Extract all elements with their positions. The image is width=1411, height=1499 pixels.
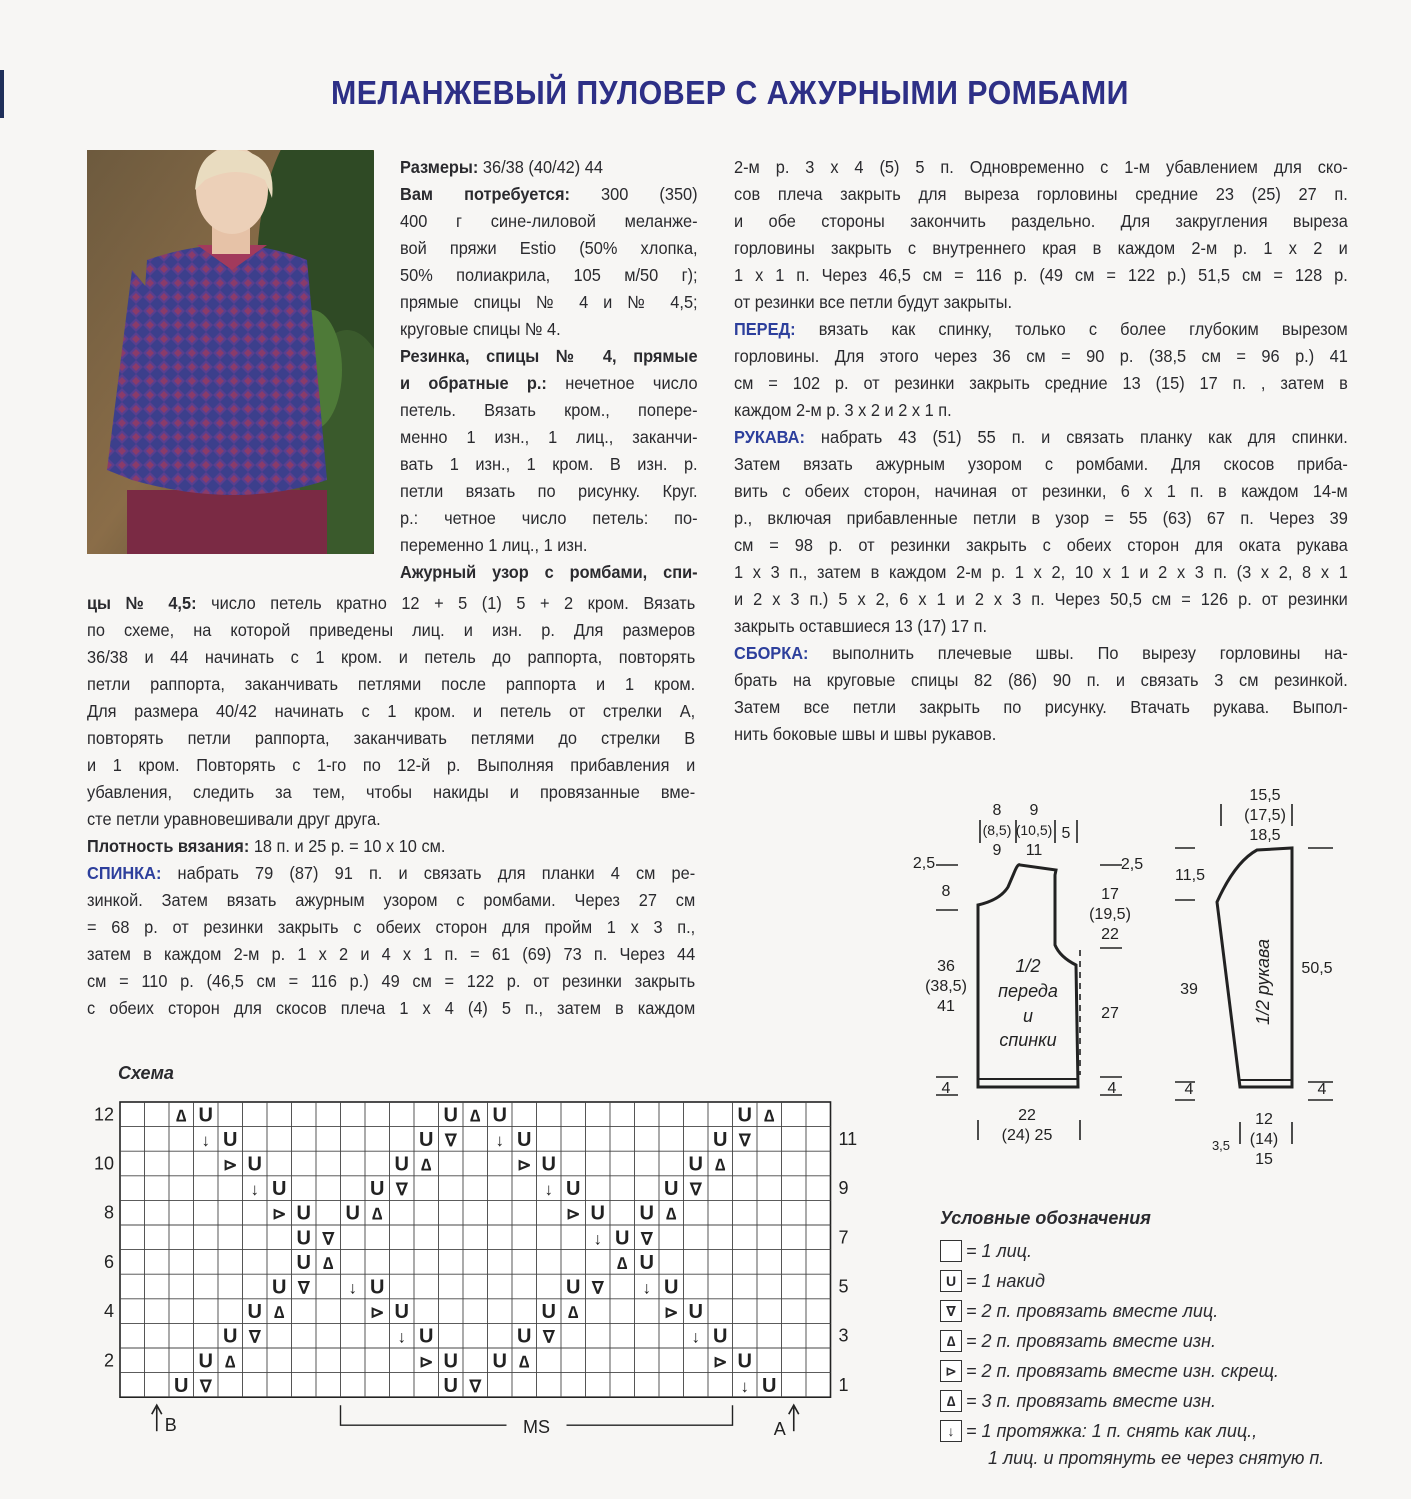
lace-label: цы № 4,5:	[87, 593, 197, 613]
body-left-3c: 41	[937, 998, 955, 1015]
assembly-text: Затем все петли закрыть по рисунку. Втачать рукава. Выпол-	[734, 697, 1348, 717]
chart-row-label: 10	[93, 1153, 114, 1174]
p3tog-symbol-icon: ∆	[940, 1390, 962, 1412]
chart-cell-k2tog: ∇	[641, 1229, 653, 1249]
chart-cell-U: U	[688, 1301, 703, 1324]
chart-cell-U: U	[419, 1325, 434, 1348]
lace-text: повторять петли раппорта, заканчивать петлями до стрелки В	[87, 728, 696, 748]
body-left-1: 2,5	[912, 855, 936, 872]
chart-cell-U: U	[737, 1104, 752, 1127]
chart-cell-p2tog: ∆	[225, 1352, 236, 1372]
chart-cell-U: U	[541, 1153, 556, 1176]
p2tog-symbol-icon: ∆	[940, 1330, 962, 1352]
body-left-2: 8	[941, 883, 951, 900]
sleeves-text: и 2 х 3 п.) 5 х 2, 6 х 1 и 2 х 3 п. Через 50,5 см = 126 р. от резинки	[734, 589, 1348, 609]
needs-text: вой пряжи Estio (50% хлопка,	[400, 238, 698, 258]
chart-cell-p3tog: ∆	[323, 1253, 334, 1273]
ms-bracket-left	[341, 1405, 507, 1425]
chart-cell-U: U	[223, 1325, 238, 1348]
chart-cell-p2tog_tbl: ⊳	[664, 1303, 679, 1323]
column-middle	[400, 154, 698, 586]
assembly-text: нить боковые швы и швы рукавов.	[734, 724, 997, 744]
back-text-cont: сов плеча закрыть для выреза горловины средние 23 (25) 27 п.	[734, 184, 1348, 204]
legend-row-yarn-over	[940, 1270, 1045, 1292]
chart-cell-U: U	[492, 1350, 507, 1373]
body-schematic	[900, 795, 1160, 1150]
legend-last-cont: 1 лиц. и протянуть ее через снятую п.	[988, 1448, 1325, 1468]
chart-row-label: 11	[838, 1128, 858, 1149]
chart-cell-U: U	[443, 1350, 458, 1373]
chart-cell-pull: ↓	[348, 1278, 357, 1298]
chart-cell-U: U	[223, 1128, 238, 1151]
chart-cell-U: U	[639, 1251, 654, 1274]
sleeve-top-a: 15,5	[1249, 787, 1281, 804]
rib-text: петель. Вязать кром., попере-	[400, 400, 698, 420]
chart-row-label: 12	[93, 1104, 114, 1125]
chart-cell-pull: ↓	[397, 1327, 406, 1347]
chart-cell-k2tog: ∇	[739, 1130, 751, 1150]
knit-symbol-icon	[940, 1240, 962, 1262]
label-a: A	[773, 1419, 786, 1440]
chart-cell-U: U	[272, 1178, 287, 1201]
legend-text: = 2 п. провязать вместе изн. скрещ.	[966, 1360, 1279, 1381]
chart-cell-U: U	[639, 1202, 654, 1225]
chart-cell-k2tog: ∇	[298, 1278, 310, 1298]
chart-row-label: 1	[838, 1374, 849, 1395]
rib-text: р.: четное число петель: по-	[400, 508, 698, 528]
body-right-4: 4	[1107, 1080, 1117, 1097]
body-label-2: переда	[998, 981, 1058, 1001]
left-edge-mark	[0, 70, 4, 118]
body-top-a2: (8,5)	[982, 822, 1012, 838]
legend-title: Условные обозначения	[940, 1208, 1151, 1228]
rib-label: и обратные р.:	[400, 373, 547, 393]
chart-cell-U: U	[688, 1153, 703, 1176]
chart-cell-U: U	[198, 1104, 213, 1127]
chart-cell-U: U	[247, 1301, 262, 1324]
chart-cell-U: U	[296, 1251, 311, 1274]
chart-cell-p2tog: ∆	[666, 1204, 677, 1224]
needs-text: 50% полиакрила, 105 м/50 г);	[400, 265, 698, 285]
chart-cell-p2tog_tbl: ⊳	[713, 1352, 728, 1372]
sleeve-bottom-side: 3,5	[1211, 1138, 1231, 1153]
body-top-c: 5	[1061, 825, 1071, 842]
body-label-1: 1/2	[1015, 956, 1041, 976]
body-top-b2: (10,5)	[1015, 822, 1053, 838]
chart-cell-p2tog: ∆	[274, 1303, 285, 1323]
lace-text: по схеме, на которой приведены лиц. и изн. р. Для размеров	[87, 620, 696, 640]
chart-cell-k2tog: ∇	[396, 1180, 408, 1200]
page-title: МЕЛАНЖЕВЫЙ ПУЛОВЕР С АЖУРНЫМИ РОМБАМИ	[331, 74, 1129, 111]
sleeve-right-1: 50,5	[1301, 960, 1333, 977]
sleeve-top-b: (17,5)	[1244, 807, 1286, 824]
gauge-label: Плотность вязания:	[87, 836, 250, 856]
rib-text: переменно 1 лиц., 1 изн.	[400, 535, 588, 555]
assembly-text: брать на круговые спицы 82 (86) 90 п. и связать 3 см резинкой.	[734, 670, 1348, 690]
body-bottom-b: (24) 25	[1001, 1127, 1053, 1144]
rib-text: вать 1 изн., 1 кром. В изн. р.	[400, 454, 698, 474]
needs-text: 400 г сине-лиловой меланже-	[400, 211, 698, 231]
chart-cell-U: U	[713, 1128, 728, 1151]
chart-title: Схема	[118, 1063, 174, 1083]
lace-text: и 1 кром. Повторять с 1-го по 12-й р. Выполняя прибавления и	[87, 755, 696, 775]
body-label-3: и	[1022, 1006, 1034, 1026]
chart-cell-p2tog_tbl: ⊳	[419, 1352, 434, 1372]
front-text: каждом 2-м р. 3 х 2 и 2 х 1 п.	[734, 400, 952, 420]
sleeve-left-3: 4	[1184, 1081, 1194, 1098]
rib-text: петли вязать по рисунку. Круг.	[400, 481, 698, 501]
back-text: набрать 79 (87) 91 п. и связать для планки 4 см ре-	[161, 863, 696, 883]
chart-cell-p2tog: ∆	[372, 1204, 383, 1224]
chart-row-label: 7	[838, 1227, 849, 1248]
chart-cell-U: U	[517, 1128, 532, 1151]
legend-row-p2tog-tbl	[940, 1360, 1279, 1382]
body-top-b: 9	[1029, 802, 1039, 819]
legend-text: = 2 п. провязать вместе лиц.	[966, 1300, 1219, 1321]
legend-row-p2tog	[940, 1330, 1216, 1352]
front-text: вязать как спинку, только с более глубоким вырезом	[795, 319, 1348, 339]
needs-text: 300 (350)	[570, 184, 698, 204]
chart-row-label: 9	[838, 1178, 849, 1199]
chart-cell-p2tog_tbl: ⊳	[566, 1204, 581, 1224]
chart-cell-U: U	[296, 1227, 311, 1250]
body-left-4: 4	[941, 1080, 951, 1097]
chart-cell-p2tog_tbl: ⊳	[272, 1204, 287, 1224]
chart-cell-pull: ↓	[642, 1278, 651, 1298]
chart-cell-U: U	[174, 1374, 189, 1397]
chart-cell-p2tog_tbl: ⊳	[517, 1155, 532, 1175]
chart-row-label: 8	[103, 1202, 114, 1223]
body-right-1: 2,5	[1120, 856, 1144, 873]
chart-cell-k2tog: ∇	[543, 1327, 555, 1347]
column-right	[734, 154, 1348, 748]
front-text: горловины. Для этого через 36 см = 90 р. (38,5 см = 96 р.) 41	[734, 346, 1348, 366]
chart-cell-U: U	[247, 1153, 262, 1176]
chart-cell-p3tog: ∆	[176, 1106, 187, 1126]
slip-pull-symbol-icon: ↓	[940, 1420, 962, 1442]
needs-label: Вам потребуется:	[400, 184, 571, 204]
gauge-value: 18 п. и 25 р. = 10 х 10 см.	[249, 836, 446, 856]
chart-cell-U: U	[615, 1227, 630, 1250]
legend-text: = 1 протяжка: 1 п. снять как лиц.,	[966, 1420, 1258, 1441]
chart-cell-U: U	[370, 1178, 385, 1201]
rib-label: Резинка, спицы № 4, прямые	[400, 346, 698, 366]
sleeve-left-2: 39	[1180, 981, 1198, 998]
chart-cell-k2tog: ∇	[445, 1130, 457, 1150]
chart-cell-k2tog: ∇	[322, 1229, 334, 1249]
chart-cell-p2tog_tbl: ⊳	[223, 1155, 238, 1175]
k2tog-symbol-icon: ∇	[940, 1300, 962, 1322]
chart-cell-U: U	[198, 1350, 213, 1373]
body-label-4: спинки	[999, 1030, 1057, 1050]
chart-row-label: 4	[103, 1301, 114, 1322]
sleeves-label: РУКАВА:	[734, 427, 805, 447]
sleeves-text: см = 98 р. от резинки закрыть с обеих сторон для оката рукава	[734, 535, 1348, 555]
chart-cell-k2tog: ∇	[469, 1376, 481, 1396]
back-text-cont: от резинки все петли будут закрыты.	[734, 292, 1013, 312]
chart-cell-U: U	[664, 1276, 679, 1299]
chart-cell-U: U	[737, 1350, 752, 1373]
legend-row-slip-pull	[940, 1420, 1257, 1442]
back-text: см = 110 р. (46,5 см = 116 р.) 49 см = 122 р. от резинки закрыть	[87, 971, 696, 991]
chart-cell-p2tog: ∆	[421, 1155, 432, 1175]
chart-cell-pull: ↓	[593, 1229, 602, 1249]
chart-cell-U: U	[664, 1178, 679, 1201]
ms-bracket-right	[567, 1405, 733, 1425]
body-left-3b: (38,5)	[925, 978, 967, 995]
chart-cell-p2tog_tbl: ⊳	[370, 1303, 385, 1323]
lace-label: Ажурный узор с ромбами, спи-	[400, 562, 698, 582]
body-right-3: 27	[1101, 1005, 1119, 1022]
legend-text: = 2 п. провязать вместе изн.	[966, 1330, 1217, 1351]
body-top-a: 8	[992, 802, 1002, 819]
chart-cell-k2tog: ∇	[249, 1327, 261, 1347]
chart-cell-U: U	[296, 1202, 311, 1225]
lace-text: убавления, следить за тем, чтобы накиды и провязанные вме-	[87, 782, 696, 802]
chart-row-label: 6	[103, 1251, 114, 1272]
chart-cell-U: U	[345, 1202, 360, 1225]
needs-text: круговые спицы № 4.	[400, 319, 561, 339]
sizes-value: 36/38 (40/42) 44	[478, 157, 603, 177]
back-text-cont: и обе стороны закончить раздельно. Для закругления выреза	[734, 211, 1348, 231]
sleeve-bottom-c: 15	[1255, 1151, 1273, 1168]
body-left-3a: 36	[937, 958, 955, 975]
body-top-b3: 11	[1025, 842, 1043, 859]
body-bottom-a: 22	[1018, 1107, 1036, 1124]
sizes-label: Размеры:	[400, 157, 479, 177]
body-right-2c: 22	[1101, 926, 1119, 943]
sleeves-text: вить с обеих сторон, начиная от резинки, 6 х 1 п. в каждом 14-м	[734, 481, 1348, 501]
back-text: затем в каждом 2-м р. 1 х 2 и 4 х 1 п. = 61 (69) 73 п. Через 44	[87, 944, 696, 964]
knitting-chart	[80, 1090, 870, 1450]
back-label: СПИНКА:	[87, 863, 162, 883]
sleeve-left-1: 11,5	[1175, 867, 1205, 884]
front-text: см = 102 р. от резинки закрыть средние 13 (15) 17 п. , затем в	[734, 373, 1348, 393]
chart-cell-U: U	[419, 1128, 434, 1151]
chart-cell-U: U	[443, 1374, 458, 1397]
sleeves-text: р., включая прибавленные петли в узор = 55 (63) 67 п. Через 39	[734, 508, 1348, 528]
yarn-over-symbol-icon: U	[940, 1270, 962, 1292]
chart-cell-p2tog: ∆	[715, 1155, 726, 1175]
chart-cell-p2tog: ∆	[568, 1303, 579, 1323]
chart-cell-k2tog: ∇	[592, 1278, 604, 1298]
p2tog-tbl-symbol-icon: ⊳	[940, 1360, 962, 1382]
legend-text: = 1 накид	[966, 1270, 1045, 1291]
rib-text: нечетное число	[546, 373, 698, 393]
assembly-label: СБОРКА:	[734, 643, 809, 663]
chart-cell-U: U	[394, 1153, 409, 1176]
sweater-photo	[87, 150, 374, 554]
column-left-bottom	[87, 590, 695, 1022]
sleeve-bottom-a: 12	[1255, 1111, 1273, 1128]
chart-cell-U: U	[370, 1276, 385, 1299]
chart-cell-U: U	[492, 1104, 507, 1127]
lace-text: число петель кратно 12 + 5 (1) 5 + 2 кром. Вязать	[196, 593, 696, 613]
chart-cell-p2tog: ∆	[519, 1352, 530, 1372]
chart-row-label: 3	[838, 1325, 849, 1346]
back-text: зинкой. Затем вязать ажурным узором с ромбами. Через 27 см	[87, 890, 696, 910]
legend-text: = 1 лиц.	[966, 1240, 1032, 1261]
lace-text: 36/38 и 44 начинать с 1 кром. и петель до раппорта, повторять	[87, 647, 696, 667]
label-ms: MS	[523, 1417, 550, 1438]
sleeves-text: набрать 43 (51) 55 п. и связать планку как для спинки.	[804, 427, 1348, 447]
chart-cell-U: U	[713, 1325, 728, 1348]
body-top-a3: 9	[992, 842, 1002, 859]
sizes-line	[400, 154, 698, 181]
sleeves-text: 1 х 3 п., затем в каждом 2-м р. 1 х 2, 10 х 1 и 2 х 3 п. (3 х 2, 8 х 1	[734, 562, 1348, 582]
label-b: B	[164, 1415, 177, 1436]
rib-text: менно 1 изн., 1 лиц., заканчи-	[400, 427, 698, 447]
chart-cell-pull: ↓	[544, 1180, 553, 1200]
body-right-2a: 17	[1101, 886, 1119, 903]
chart-cell-U: U	[566, 1178, 581, 1201]
back-text-cont: 1 х 1 п. Через 46,5 см = 116 р. (49 см = 122 р.) 51,5 см = 128 р.	[734, 265, 1348, 285]
chart-cell-pull: ↓	[740, 1376, 749, 1396]
chart-cell-U: U	[566, 1276, 581, 1299]
chart-cell-p3tog: ∆	[617, 1253, 628, 1273]
chart-cell-U: U	[443, 1104, 458, 1127]
needs-text: прямые спицы № 4 и № 4,5;	[400, 292, 698, 312]
chart-cell-k2tog: ∇	[690, 1180, 702, 1200]
chart-cell-U: U	[541, 1301, 556, 1324]
chart-cell-pull: ↓	[250, 1180, 259, 1200]
sleeve-right-2: 4	[1317, 1081, 1327, 1098]
assembly-text: выполнить плечевые швы. По вырезу горловины на-	[808, 643, 1348, 663]
lace-text: сте петли уравновешивали друг друга.	[87, 809, 381, 829]
legend-text: = 3 п. провязать вместе изн.	[966, 1390, 1217, 1411]
chart-cell-U: U	[762, 1374, 777, 1397]
back-text: = 68 р. от резинки закрыть с обеих сторон для пройм 1 х 3 п.,	[87, 917, 696, 937]
legend-row-k2tog	[940, 1300, 1218, 1322]
sleeve-schematic	[1165, 782, 1355, 1172]
sleeve-label: 1/2 рукава	[1253, 939, 1273, 1025]
chart-cell-pull: ↓	[691, 1327, 700, 1347]
back-text: с обеих сторон для скосов плеча 1 х 4 (4) 5 п., затем в каждом	[87, 998, 696, 1018]
back-text-cont: горловины закрыть с внутреннего края в каждом 2-м р. 1 х 2 и	[734, 238, 1348, 258]
chart-row-label: 5	[838, 1276, 849, 1297]
chart-cell-U: U	[272, 1276, 287, 1299]
chart-cell-U: U	[394, 1301, 409, 1324]
lace-text: Для размера 40/42 начинать с 1 кром. и петель от стрелки А,	[87, 701, 696, 721]
chart-cell-p3tog: ∆	[764, 1106, 775, 1126]
chart-cell-U: U	[517, 1325, 532, 1348]
chart-cell-pull: ↓	[495, 1130, 504, 1150]
chart-cell-k2tog: ∇	[200, 1376, 212, 1396]
chart-cell-U: U	[590, 1202, 605, 1225]
sleeves-text: Затем вязать ажурным узором с ромбами. Для скосов приба-	[734, 454, 1348, 474]
back-text-cont: 2-м р. 3 х 4 (5) 5 п. Одновременно с 1-м убавлением для ско-	[734, 157, 1348, 177]
chart-cell-pull: ↓	[201, 1130, 210, 1150]
sleeve-bottom-b: (14)	[1249, 1131, 1279, 1148]
legend-row-knit	[940, 1240, 1032, 1262]
body-right-2b: (19,5)	[1089, 906, 1131, 923]
legend-row-p3tog	[940, 1390, 1216, 1412]
sleeves-text: закрыть оставшиеся 13 (17) 17 п.	[734, 616, 988, 636]
chart-row-label: 2	[103, 1350, 114, 1371]
front-label: ПЕРЕД:	[734, 319, 796, 339]
chart-cell-p3tog: ∆	[470, 1106, 481, 1126]
sleeve-top-c: 18,5	[1249, 827, 1281, 844]
lace-text: петли раппорта, заканчивать петлями после раппорта и 1 кром.	[87, 674, 696, 694]
